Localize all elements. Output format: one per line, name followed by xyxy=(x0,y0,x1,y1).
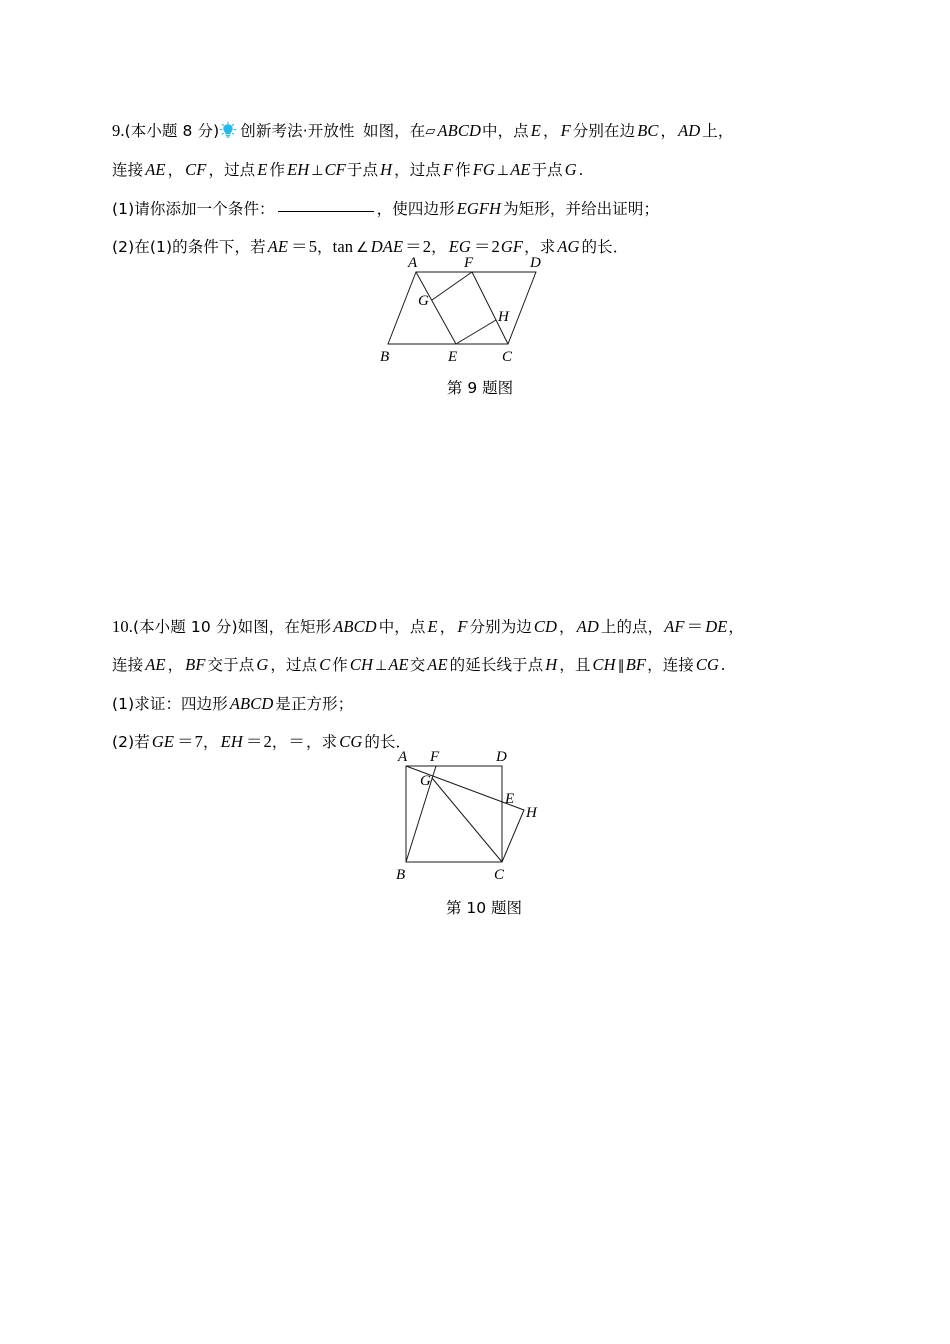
p10-q2-eq1: ＝ xyxy=(177,732,194,751)
parallel-symbol: ∥ xyxy=(617,658,625,674)
p10-l2-CH: CH xyxy=(349,655,374,674)
p10-q2-seg-c: ， xyxy=(271,733,288,751)
p10-l1-DE: DE xyxy=(705,617,728,636)
p9-l2-CF2: CF xyxy=(324,160,346,179)
answer-blank[interactable] xyxy=(278,211,374,212)
p10-q2-seg-a: (2)若 xyxy=(112,733,150,751)
p9-l2-F: F xyxy=(442,160,454,179)
fig10-label-A: A xyxy=(398,749,408,765)
p9-l1-E: E xyxy=(530,121,541,140)
problem-10-sub-1 xyxy=(112,685,852,723)
p10-l1-seg-e: ， xyxy=(559,618,575,636)
p10-l2-CH2: CH xyxy=(592,655,616,674)
p9-l2-AE2: AE xyxy=(510,160,531,179)
p9-l2-H: H xyxy=(380,160,393,179)
p10-q2-missing-expression: ＝ xyxy=(288,732,306,751)
p10-l2-CG: CG xyxy=(695,655,720,674)
p10-l1-ABCD: ABCD xyxy=(333,617,377,636)
p9-l1-seg-e: ， xyxy=(660,122,677,140)
p10-l1-seg-a: 如图，在矩形 xyxy=(237,618,332,636)
p9-q1-seg-c: 为矩形，并给出证明； xyxy=(503,200,660,218)
p10-l2-seg-g: 的延长线于点 xyxy=(449,656,544,674)
p9-q2-seg-d: ，求 xyxy=(524,238,556,256)
p10-l1-seg-d: 分别为边 xyxy=(469,618,532,636)
p10-q2-seg-e: 的长． xyxy=(364,733,412,751)
p10-l2-AE3: AE xyxy=(427,655,448,674)
lightbulb-icon xyxy=(219,121,237,139)
p10-q1-seg-a: (1)求证：四边形 xyxy=(112,695,228,713)
p9-q2-val2: 2 xyxy=(422,237,432,256)
p9-l1-BC: BC xyxy=(637,121,659,140)
p10-q2-seg-d: ，求 xyxy=(306,733,338,751)
p9-l2-seg-b: ， xyxy=(167,161,184,179)
p10-l1-seg-b: 中，点 xyxy=(378,618,426,636)
p10-l2-AE2: AE xyxy=(388,655,409,674)
figure-9-parallelogram xyxy=(380,255,590,368)
p10-l1-seg-f: 上的点， xyxy=(600,618,664,636)
fig10-label-H: H xyxy=(526,805,537,821)
p10-l1-eq: ＝ xyxy=(686,617,704,636)
p9-q2-val1: 5 xyxy=(308,237,318,256)
p10-q2-CG: CG xyxy=(339,732,363,751)
tangent-function: tan xyxy=(332,237,354,256)
p9-l2-E: E xyxy=(257,160,268,179)
figure-9-caption: 第 9 题图 xyxy=(446,379,514,397)
p10-l2-BF: BF xyxy=(185,655,206,674)
perpendicular-symbol-3: ⊥ xyxy=(375,658,388,674)
p10-l2-seg-e: 作 xyxy=(332,656,348,674)
p9-l2-period: . xyxy=(578,160,584,179)
p9-l2-G: G xyxy=(564,160,577,179)
p9-l1-F: F xyxy=(560,121,571,140)
problem-10-line-2 xyxy=(112,646,852,685)
p9-q2-eq2: ＝ xyxy=(405,237,422,256)
problem-10 xyxy=(112,608,852,761)
angle-symbol: ∠ xyxy=(356,240,369,256)
p9-l1-AD: AD xyxy=(678,121,701,140)
perpendicular-symbol-2: ⊥ xyxy=(496,163,510,179)
p9-l1-seg-b: 中，点 xyxy=(481,122,529,140)
p10-l1-E: E xyxy=(427,617,438,636)
p9-l2-FG: FG xyxy=(472,160,495,179)
p10-l2-seg-c: 交于点 xyxy=(207,656,255,674)
p10-l1-F: F xyxy=(457,617,468,636)
p9-l2-seg-g: 作 xyxy=(455,161,471,179)
p9-l2-EH: EH xyxy=(287,160,310,179)
p9-l1-abcd: ABCD xyxy=(437,121,481,140)
p10-l2-AE: AE xyxy=(145,655,166,674)
p10-l2-seg-b: ， xyxy=(167,656,184,674)
fig10-label-F: F xyxy=(430,749,440,765)
figure-10-svg xyxy=(392,749,572,892)
p9-l2-seg-e: 于点 xyxy=(346,161,379,179)
p10-q2-GE: GE xyxy=(151,732,175,751)
fig9-label-E: E xyxy=(448,349,458,365)
figure-10-square xyxy=(392,749,572,892)
p10-q2-seg-b: ， xyxy=(203,733,219,751)
edge-C-G xyxy=(432,778,502,862)
p10-l1-CD: CD xyxy=(533,617,558,636)
p9-q2-GF: GF xyxy=(500,237,524,256)
fig9-label-H: H xyxy=(498,309,509,325)
problem-9-number: 9. xyxy=(112,121,125,140)
p10-l2-BF2: BF xyxy=(625,655,647,674)
edge-F-G xyxy=(432,272,472,300)
p10-q2-val2: 2 xyxy=(263,732,272,751)
p10-l2-period: . xyxy=(721,655,726,674)
figure-10-caption: 第 10 题图 xyxy=(445,899,523,917)
fig10-label-B: B xyxy=(396,867,406,883)
p9-q2-AE: AE xyxy=(267,237,289,256)
p9-q1-seg-b: ，使四边形 xyxy=(376,200,455,218)
p9-l1-seg-f: 上， xyxy=(702,122,734,140)
p9-l2-seg-c: ，过点 xyxy=(208,161,256,179)
fig9-label-B: B xyxy=(380,349,390,365)
p9-q1-EGFH: EGFH xyxy=(456,199,502,218)
p9-q1-seg-a: (1)请你添加一个条件： xyxy=(112,200,275,218)
p9-q2-AG: AG xyxy=(557,237,580,256)
edge-E-H xyxy=(456,320,496,344)
p10-l2-seg-d: ，过点 xyxy=(270,656,318,674)
p9-q2-eq1: ＝ xyxy=(291,237,308,256)
p9-q2-eq3: ＝ xyxy=(473,237,491,256)
p9-l2-AE: AE xyxy=(145,160,166,179)
fig10-label-C: C xyxy=(494,867,505,883)
p10-l2-seg-i: ，连接 xyxy=(647,656,694,674)
p9-l2-seg-h: 于点 xyxy=(531,161,563,179)
p9-q2-val3: 2 xyxy=(491,237,500,256)
p9-l2-seg-f: ，过点 xyxy=(394,161,441,179)
p10-l2-seg-a: 连接 xyxy=(112,656,144,674)
parallelogram-symbol: ▱ xyxy=(425,124,436,139)
fig9-label-D: D xyxy=(530,255,541,271)
problem-10-number: 10. xyxy=(112,617,133,636)
perpendicular-symbol-1: ⊥ xyxy=(311,163,324,179)
p10-l2-seg-f: 交 xyxy=(409,656,426,674)
figure-9-svg xyxy=(380,255,590,368)
problem-9-line-2 xyxy=(112,151,852,190)
problem-9-sub-1 xyxy=(112,190,852,228)
edge-C-F xyxy=(472,272,508,344)
problem-9-points: (本小题 8 分) xyxy=(124,122,220,140)
edge-A-B xyxy=(388,272,416,344)
p9-l2-CF: CF xyxy=(185,160,207,179)
p10-l1-seg-c: ， xyxy=(439,618,456,636)
p9-q2-DAE: DAE xyxy=(370,237,404,256)
p10-l2-H: H xyxy=(545,655,558,674)
fig10-label-D: D xyxy=(496,749,507,765)
p10-q1-seg-b: 是正方形； xyxy=(275,695,354,713)
p10-l1-AF: AF xyxy=(664,617,685,636)
problem-10-line-1 xyxy=(112,608,852,646)
fig9-label-G: G xyxy=(418,293,429,309)
p9-l1-seg-a: 如图，在 xyxy=(362,122,426,140)
p9-l2-seg-a: 连接 xyxy=(112,161,144,179)
p9-q2-seg-a: (2)在(1)的条件下，若 xyxy=(112,238,266,256)
problem-9-line-1 xyxy=(112,112,852,151)
p10-q2-val1: 7 xyxy=(194,732,204,751)
fig10-label-G: G xyxy=(420,773,431,789)
fig9-label-A: A xyxy=(408,255,418,271)
problem-9-tag: 创新考法·开放性 xyxy=(240,122,355,140)
problem-10-points: (本小题 10 分) xyxy=(132,618,238,636)
edge-C-H xyxy=(502,810,524,862)
p9-q2-seg-e: 的长． xyxy=(581,238,629,256)
fig10-label-E: E xyxy=(505,791,515,807)
p10-l2-C: C xyxy=(319,655,331,674)
p10-q2-eq2: ＝ xyxy=(245,732,263,751)
p9-l2-seg-d: 作 xyxy=(269,161,286,179)
p9-l1-seg-d: 分别在边 xyxy=(572,122,636,140)
p10-l2-seg-h: ，且 xyxy=(559,656,591,674)
p9-q2-seg-c: ， xyxy=(431,238,447,256)
p10-l2-G: G xyxy=(256,655,269,674)
fig9-label-F: F xyxy=(464,255,474,271)
edge-C-D xyxy=(508,272,536,344)
p10-l1-seg-g: ， xyxy=(728,618,745,636)
p9-q2-EG: EG xyxy=(448,237,471,256)
p9-q2-seg-b: ， xyxy=(317,238,333,256)
p10-q1-ABCD: ABCD xyxy=(229,694,274,713)
p10-l1-AD: AD xyxy=(576,617,599,636)
p10-q2-EH: EH xyxy=(220,732,243,751)
p9-l1-seg-c: ， xyxy=(542,122,559,140)
problem-9 xyxy=(112,112,852,267)
figure-9-edges xyxy=(388,272,536,344)
fig9-label-C: C xyxy=(502,349,513,365)
